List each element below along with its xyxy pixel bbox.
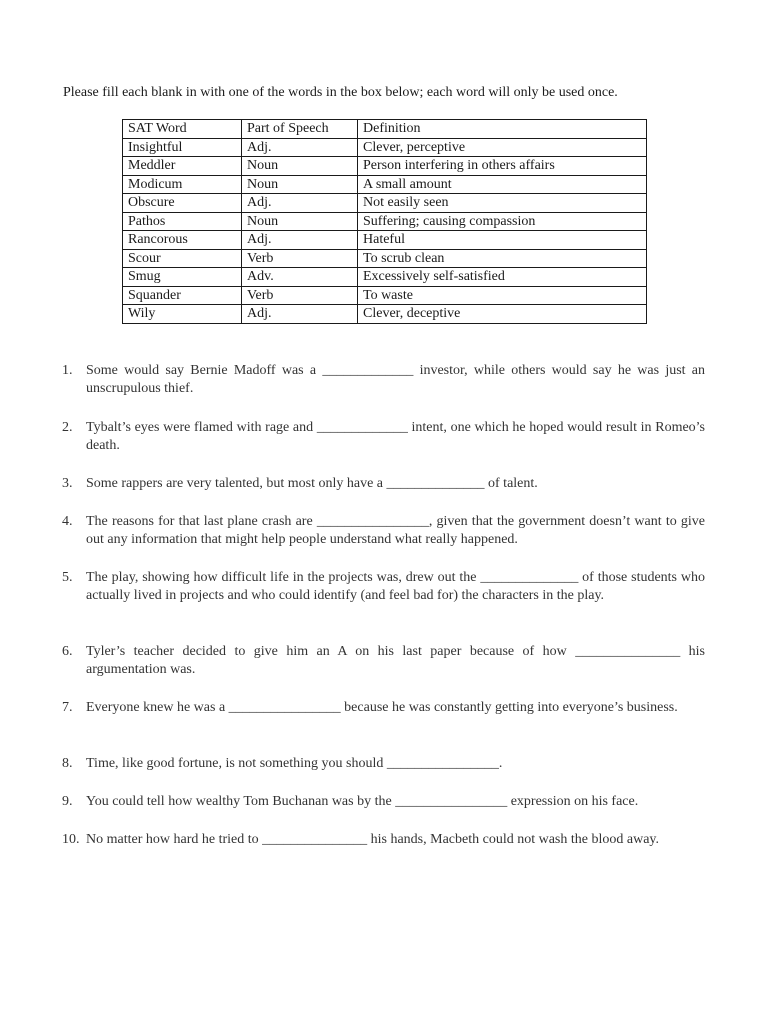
- definition-cell: To scrub clean: [358, 249, 647, 268]
- definition-cell: Suffering; causing compassion: [358, 212, 647, 231]
- definition-cell: Clever, perceptive: [358, 138, 647, 157]
- sat-word-cell: Scour: [123, 249, 242, 268]
- part-of-speech-cell: Verb: [242, 286, 358, 305]
- answer-blank[interactable]: _______________: [575, 644, 681, 659]
- sat-word-cell: Meddler: [123, 157, 242, 176]
- question-text: You could tell how wealthy Tom Buchanan was by the: [86, 794, 396, 809]
- question-item: [62, 419, 705, 455]
- question-text: Some would say Bernie Madoff was a: [86, 363, 323, 378]
- question-number: 5.: [62, 570, 73, 585]
- question-text: his hands, Macbeth could not wash the blood away.: [367, 832, 659, 847]
- question-text: , given that the government doesn’t want to give out any information that might help people understand what really happened.: [86, 514, 705, 547]
- answer-blank[interactable]: ________________: [228, 700, 341, 715]
- question-number: 4.: [62, 514, 73, 529]
- question-number: 3.: [62, 476, 73, 491]
- question-number: 6.: [62, 644, 73, 659]
- question-item: [62, 643, 705, 679]
- question-text: Time, like good fortune, is not something you should: [86, 756, 387, 771]
- table-row: [123, 286, 647, 305]
- question-item: [62, 569, 705, 605]
- sat-word-cell: Pathos: [123, 212, 242, 231]
- question-item: [62, 755, 705, 773]
- table-row: [123, 231, 647, 250]
- definition-cell: Excessively self-satisfied: [358, 268, 647, 287]
- question-item: [62, 513, 705, 549]
- question-text: Tybalt’s eyes were flamed with rage and: [86, 420, 317, 435]
- question-text: expression on his face.: [507, 794, 639, 809]
- question-text: The play, showing how difficult life in the projects was, drew out the: [86, 570, 481, 585]
- vocabulary-table: [122, 119, 647, 324]
- instructions: Please fill each blank in with one of the words in the box below; each word will only be used once.: [63, 85, 618, 100]
- answer-blank[interactable]: _____________: [316, 420, 408, 435]
- question-text: of those students who actually lived in projects and who could identify (and feel bad for) the characters in the play.: [86, 570, 705, 603]
- column-header: SAT Word: [123, 120, 242, 139]
- question-item: [62, 793, 705, 811]
- answer-blank[interactable]: _______________: [262, 832, 368, 847]
- table-row: [123, 249, 647, 268]
- column-header: Part of Speech: [242, 120, 358, 139]
- question-text: Tyler’s teacher decided to give him an A on his last paper because of how: [86, 644, 576, 659]
- part-of-speech-cell: Adj.: [242, 231, 358, 250]
- question-text: Some rappers are very talented, but most only have a: [86, 476, 387, 491]
- question-text: The reasons for that last plane crash are: [86, 514, 317, 529]
- definition-cell: Hateful: [358, 231, 647, 250]
- question-text: because he was constantly getting into everyone’s business.: [340, 700, 678, 715]
- answer-blank[interactable]: ________________: [316, 514, 429, 529]
- part-of-speech-cell: Adj.: [242, 194, 358, 213]
- question-number: 1.: [62, 363, 73, 378]
- table-header-row: [123, 120, 647, 139]
- question-number: 2.: [62, 420, 73, 435]
- table-row: [123, 157, 647, 176]
- answer-blank[interactable]: ________________: [386, 756, 499, 771]
- part-of-speech-cell: Adv.: [242, 268, 358, 287]
- table-row: [123, 138, 647, 157]
- sat-word-cell: Rancorous: [123, 231, 242, 250]
- table-row: [123, 194, 647, 213]
- sat-word-cell: Smug: [123, 268, 242, 287]
- definition-cell: Person interfering in others affairs: [358, 157, 647, 176]
- question-item: [62, 362, 705, 398]
- definition-cell: Not easily seen: [358, 194, 647, 213]
- definition-cell: To waste: [358, 286, 647, 305]
- sat-word-cell: Squander: [123, 286, 242, 305]
- question-text: No matter how hard he tried to: [86, 832, 263, 847]
- question-text: .: [498, 756, 503, 771]
- part-of-speech-cell: Verb: [242, 249, 358, 268]
- question-item: [62, 831, 705, 849]
- part-of-speech-cell: Noun: [242, 157, 358, 176]
- part-of-speech-cell: Noun: [242, 175, 358, 194]
- part-of-speech-cell: Noun: [242, 212, 358, 231]
- answer-blank[interactable]: ______________: [386, 476, 485, 491]
- sat-word-cell: Insightful: [123, 138, 242, 157]
- question-item: [62, 475, 705, 493]
- table-row: [123, 305, 647, 324]
- part-of-speech-cell: Adj.: [242, 138, 358, 157]
- answer-blank[interactable]: _____________: [322, 363, 414, 378]
- table-row: [123, 212, 647, 231]
- table-row: [123, 175, 647, 194]
- question-text: of talent.: [484, 476, 538, 491]
- question-item: [62, 699, 705, 717]
- column-header: Definition: [358, 120, 647, 139]
- question-text: his argumentation was.: [86, 644, 705, 677]
- question-text: investor, while others would say he was just an unscrupulous thief.: [86, 363, 706, 396]
- question-number: 8.: [62, 756, 73, 771]
- definition-cell: Clever, deceptive: [358, 305, 647, 324]
- sat-word-cell: Obscure: [123, 194, 242, 213]
- question-text: intent, one which he hoped would result in Romeo’s death.: [86, 420, 706, 453]
- sat-word-cell: Wily: [123, 305, 242, 324]
- table-row: [123, 268, 647, 287]
- answer-blank[interactable]: ________________: [395, 794, 508, 809]
- question-text: Everyone knew he was a: [86, 700, 229, 715]
- question-number: 10.: [62, 832, 80, 847]
- question-number: 9.: [62, 794, 73, 809]
- sat-word-cell: Modicum: [123, 175, 242, 194]
- part-of-speech-cell: Adj.: [242, 305, 358, 324]
- definition-cell: A small amount: [358, 175, 647, 194]
- question-number: 7.: [62, 700, 73, 715]
- answer-blank[interactable]: ______________: [480, 570, 579, 585]
